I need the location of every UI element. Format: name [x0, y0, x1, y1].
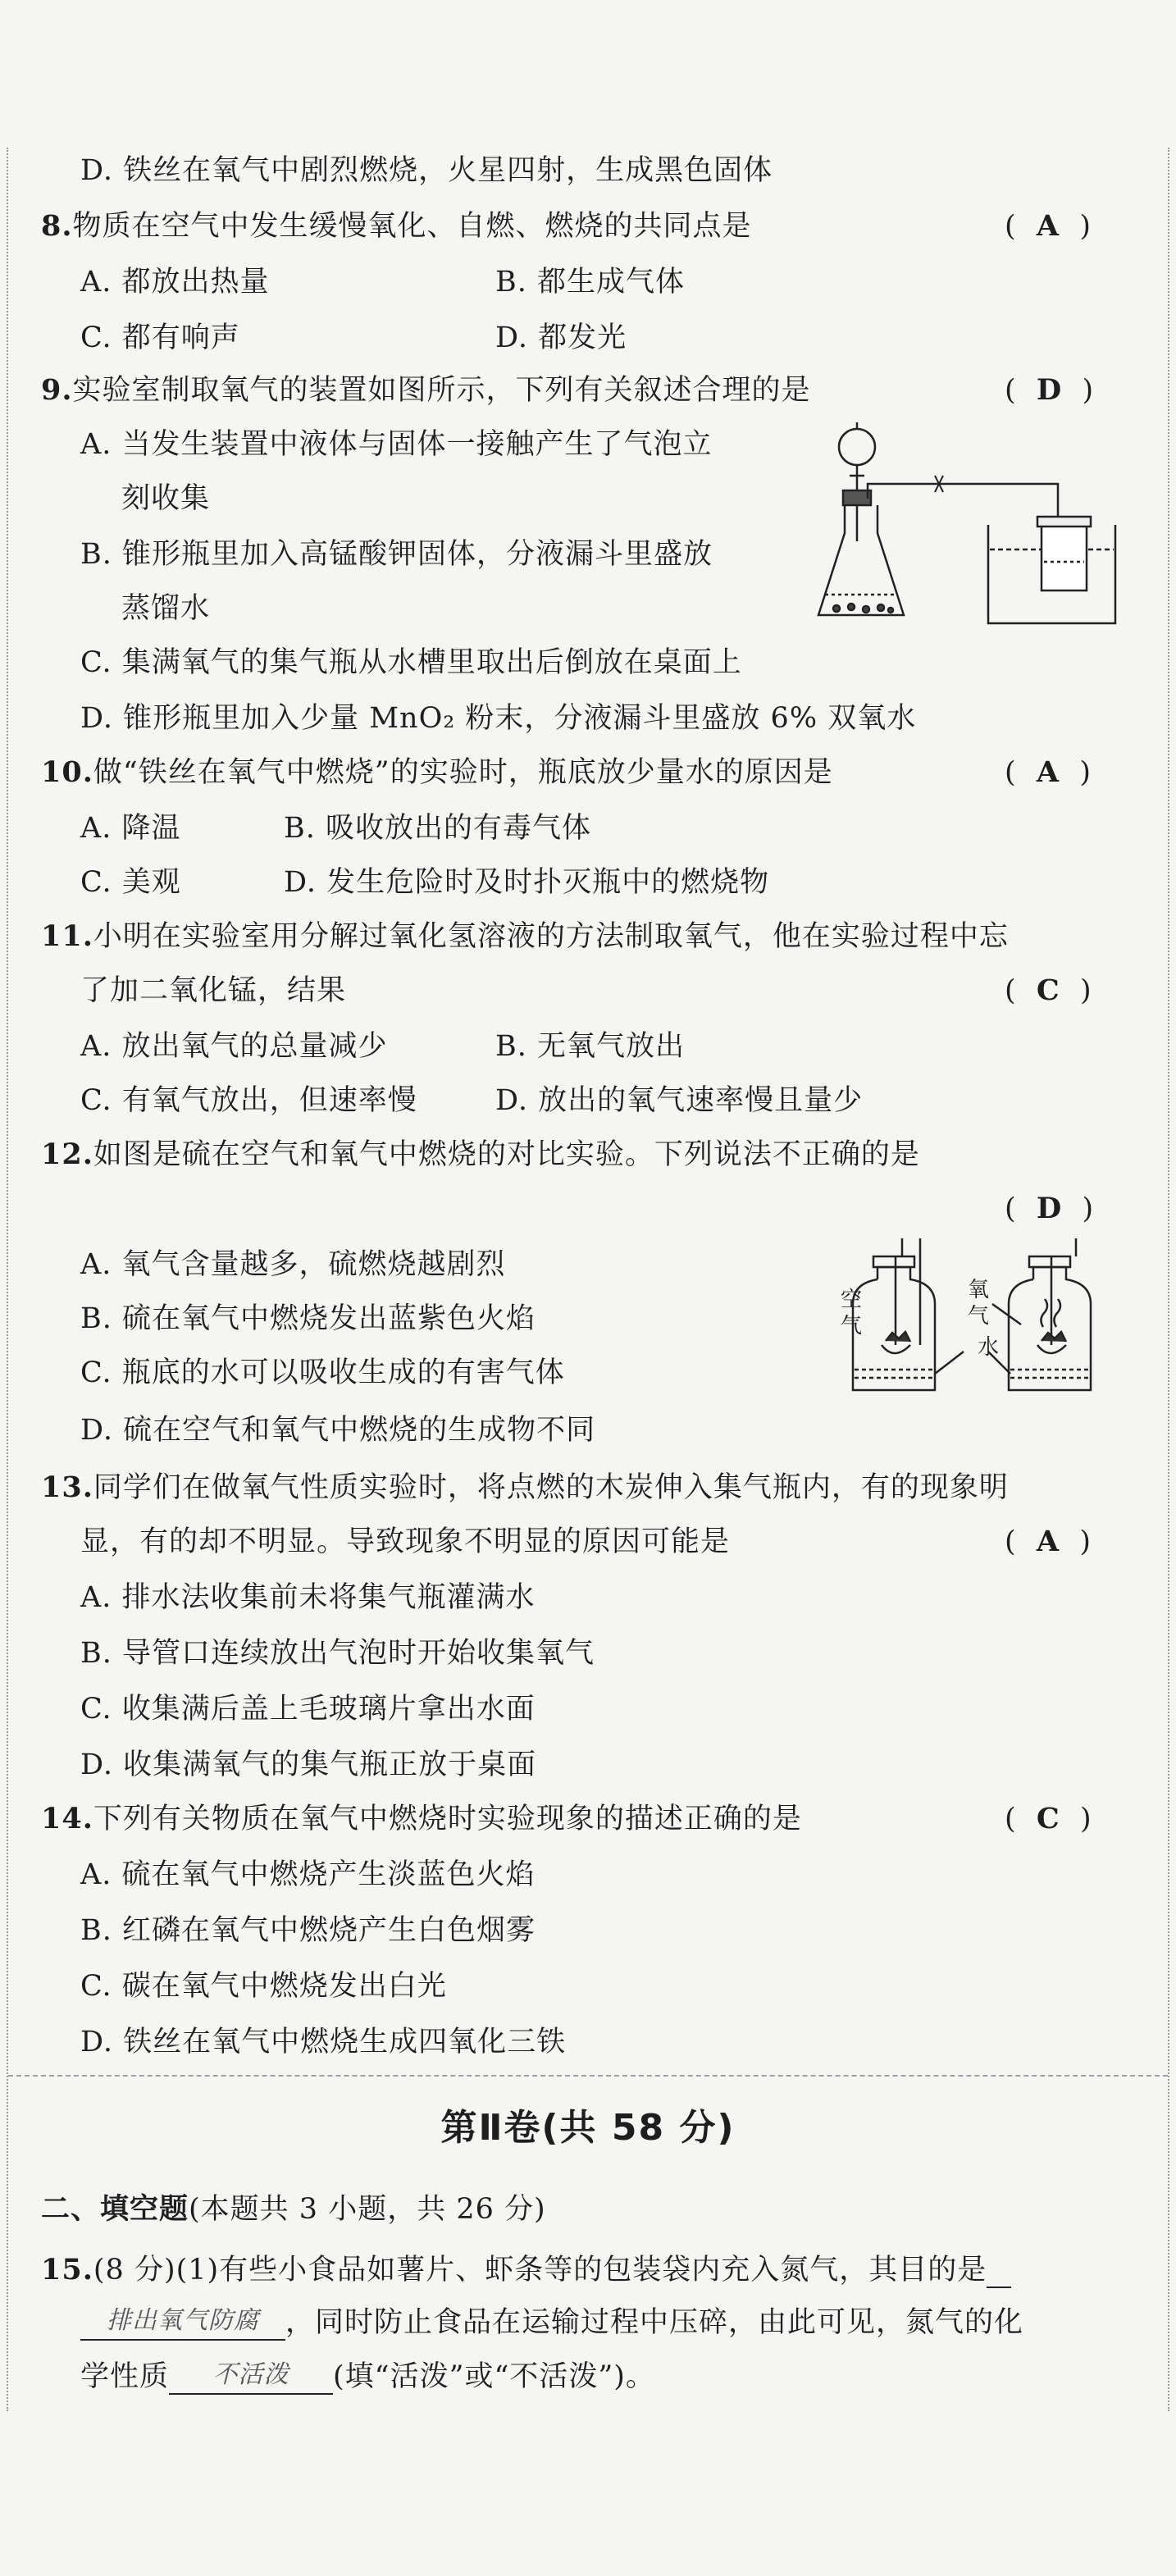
- q12-option-d: D. 硫在空气和氧气中燃烧的生成物不同: [80, 1414, 596, 1447]
- q11-option-c: C. 有氧气放出，但速率慢: [80, 1084, 417, 1117]
- q13-stem-line1: [41, 1470, 1009, 1506]
- part2-title: 第Ⅱ卷(共 58 分): [440, 2107, 736, 2149]
- q13-option-d: D. 收集满氧气的集气瓶正放于桌面: [80, 1748, 537, 1781]
- section-divider: [8, 2075, 1168, 2077]
- q9-answer: ( D ): [1005, 373, 1095, 407]
- q13-option-c: C. 收集满后盖上毛玻璃片拿出水面: [80, 1693, 536, 1726]
- q14-stem: [41, 1801, 802, 1837]
- q13-stem-text: 同学们在做氧气性质实验时，将点燃的木炭伸入集气瓶内，有的现象明: [93, 1471, 1009, 1504]
- q8-option-b: B. 都生成气体: [495, 266, 685, 299]
- q14-stem-text: 下列有关物质在氧气中燃烧时实验现象的描述正确的是: [93, 1803, 802, 1835]
- q13-stem-line2: 显，有的却不明显。导致现象不明显的原因可能是: [80, 1525, 731, 1558]
- q10-option-c: C. 美观: [80, 866, 181, 899]
- q10-answer: ( A ): [1005, 755, 1092, 789]
- q12-answer: ( D ): [1005, 1192, 1095, 1225]
- q15-blank1[interactable]: 排出氧气防腐: [80, 2303, 285, 2341]
- q15-line1: [41, 2250, 1011, 2288]
- q11-answer: ( C ): [1005, 973, 1092, 1007]
- q15-line3: [80, 2357, 655, 2395]
- q15-line1-text: (8 分)(1)有些小食品如薯片、虾条等的包装袋内充入氮气，其目的是: [93, 2254, 987, 2286]
- q14-answer: ( C ): [1005, 1802, 1092, 1835]
- oxygen-apparatus-figure: [812, 418, 1124, 631]
- section2-note: (本题共 3 小题，共 26 分): [189, 2193, 546, 2226]
- q15-line3-pre: 学性质: [80, 2360, 170, 2393]
- q8-stem: [41, 208, 752, 244]
- q11-option-b: B. 无氧气放出: [495, 1030, 685, 1063]
- q14-option-c: C. 碳在氧气中燃烧发出白光: [80, 1970, 447, 2003]
- q12-stem-text: 如图是硫在空气和氧气中燃烧的对比实验。下列说法不正确的是: [93, 1138, 920, 1171]
- q15-blank1-lead: [987, 2250, 1011, 2288]
- q9-option-b-line1: B. 锥形瓶里加入高锰酸钾固体，分液漏斗里盛放: [80, 538, 713, 571]
- q10-option-b: B. 吸收放出的有毒气体: [284, 812, 591, 845]
- q13-option-a: A. 排水法收集前未将集气瓶灌满水: [80, 1581, 536, 1614]
- q15-line2-text: ，同时防止食品在运输过程中压碎，由此可见，氮气的化: [285, 2306, 1024, 2339]
- q8-stem-text: 物质在空气中发生缓慢氧化、自燃、燃烧的共同点是: [72, 210, 752, 243]
- q12-stem: [41, 1137, 920, 1173]
- q11-option-d: D. 放出的氧气速率慢且量少: [495, 1084, 864, 1117]
- q8-number: 8.: [41, 209, 73, 243]
- margin-line-left: [7, 148, 8, 2411]
- fig-label-air-2: 气: [841, 1314, 864, 1338]
- q10-option-d: D. 发生危险时及时扑灭瓶中的燃烧物: [284, 866, 770, 899]
- q9-option-d: D. 锥形瓶里加入少量 MnO₂ 粉末，分液漏斗里盛放 6% 双氧水: [80, 702, 917, 735]
- q9-stem: [41, 372, 811, 408]
- q10-stem-text: 做“铁丝在氧气中燃烧”的实验时，瓶底放少量水的原因是: [93, 756, 833, 789]
- q12-number: 12.: [41, 1138, 93, 1171]
- q13-option-b: B. 导管口连续放出气泡时开始收集氧气: [80, 1637, 595, 1670]
- q11-stem-line2: 了加二氧化锰，结果: [80, 974, 347, 1007]
- q15-line3-post: (填“活泼”或“不活泼”)。: [333, 2360, 655, 2393]
- q8-answer: ( A ): [1005, 209, 1092, 243]
- q9-option-b-line2: 蒸馏水: [121, 592, 211, 625]
- q9-option-a-line1: A. 当发生装置中液体与固体一接触产生了气泡立: [80, 428, 713, 461]
- q10-option-a: A. 降温: [80, 812, 181, 845]
- q8-option-c: C. 都有响声: [80, 321, 240, 354]
- q12-option-c: C. 瓶底的水可以吸收生成的有害气体: [80, 1356, 565, 1389]
- q8-option-d: D. 都发光: [495, 321, 627, 354]
- q9-option-c: C. 集满氧气的集气瓶从水槽里取出后倒放在桌面上: [80, 646, 742, 679]
- q12-option-a: A. 氧气含量越多，硫燃烧越剧烈: [80, 1248, 506, 1281]
- q7-option-d: D. 铁丝在氧气中剧烈燃烧，火星四射，生成黑色固体: [80, 154, 773, 187]
- q10-stem: [41, 755, 833, 791]
- q14-option-b: B. 红磷在氧气中燃烧产生白色烟雾: [80, 1914, 536, 1947]
- q11-option-a: A. 放出氧气的总量减少: [80, 1030, 388, 1063]
- q15-line2: [80, 2303, 1023, 2341]
- q9-number: 9.: [41, 373, 73, 407]
- fig-label-air-1: 空: [841, 1288, 864, 1312]
- q15-number: 15.: [41, 2253, 93, 2286]
- margin-line-right: [1168, 148, 1169, 2411]
- q12-option-b: B. 硫在氧气中燃烧发出蓝紫色火焰: [80, 1302, 536, 1335]
- q10-number: 10.: [41, 755, 93, 789]
- q8-option-a: A. 都放出热量: [80, 266, 270, 299]
- q14-option-a: A. 硫在氧气中燃烧产生淡蓝色火焰: [80, 1858, 536, 1891]
- q14-number: 14.: [41, 1802, 93, 1835]
- q14-option-d: D. 铁丝在氧气中燃烧生成四氧化三铁: [80, 2026, 567, 2059]
- q13-number: 13.: [41, 1470, 93, 1504]
- q15-blank2[interactable]: 不活泼: [169, 2357, 333, 2395]
- fig-label-water: 水: [978, 1335, 1001, 1360]
- q11-number: 11.: [41, 919, 93, 953]
- fig-label-oxygen-2: 气: [968, 1304, 991, 1329]
- q11-stem-line1: [41, 919, 1009, 955]
- q11-stem-text: 小明在实验室用分解过氧化氢溶液的方法制取氧气，他在实验过程中忘: [93, 920, 1009, 953]
- section2-head: 二、填空题: [41, 2193, 189, 2226]
- section2-heading: [41, 2191, 546, 2227]
- q13-answer: ( A ): [1005, 1525, 1092, 1558]
- q9-stem-text: 实验室制取氧气的装置如图所示，下列有关叙述合理的是: [72, 374, 811, 407]
- fig-label-oxygen-1: 氧: [968, 1278, 991, 1302]
- q9-option-a-line2: 刻收集: [121, 482, 211, 515]
